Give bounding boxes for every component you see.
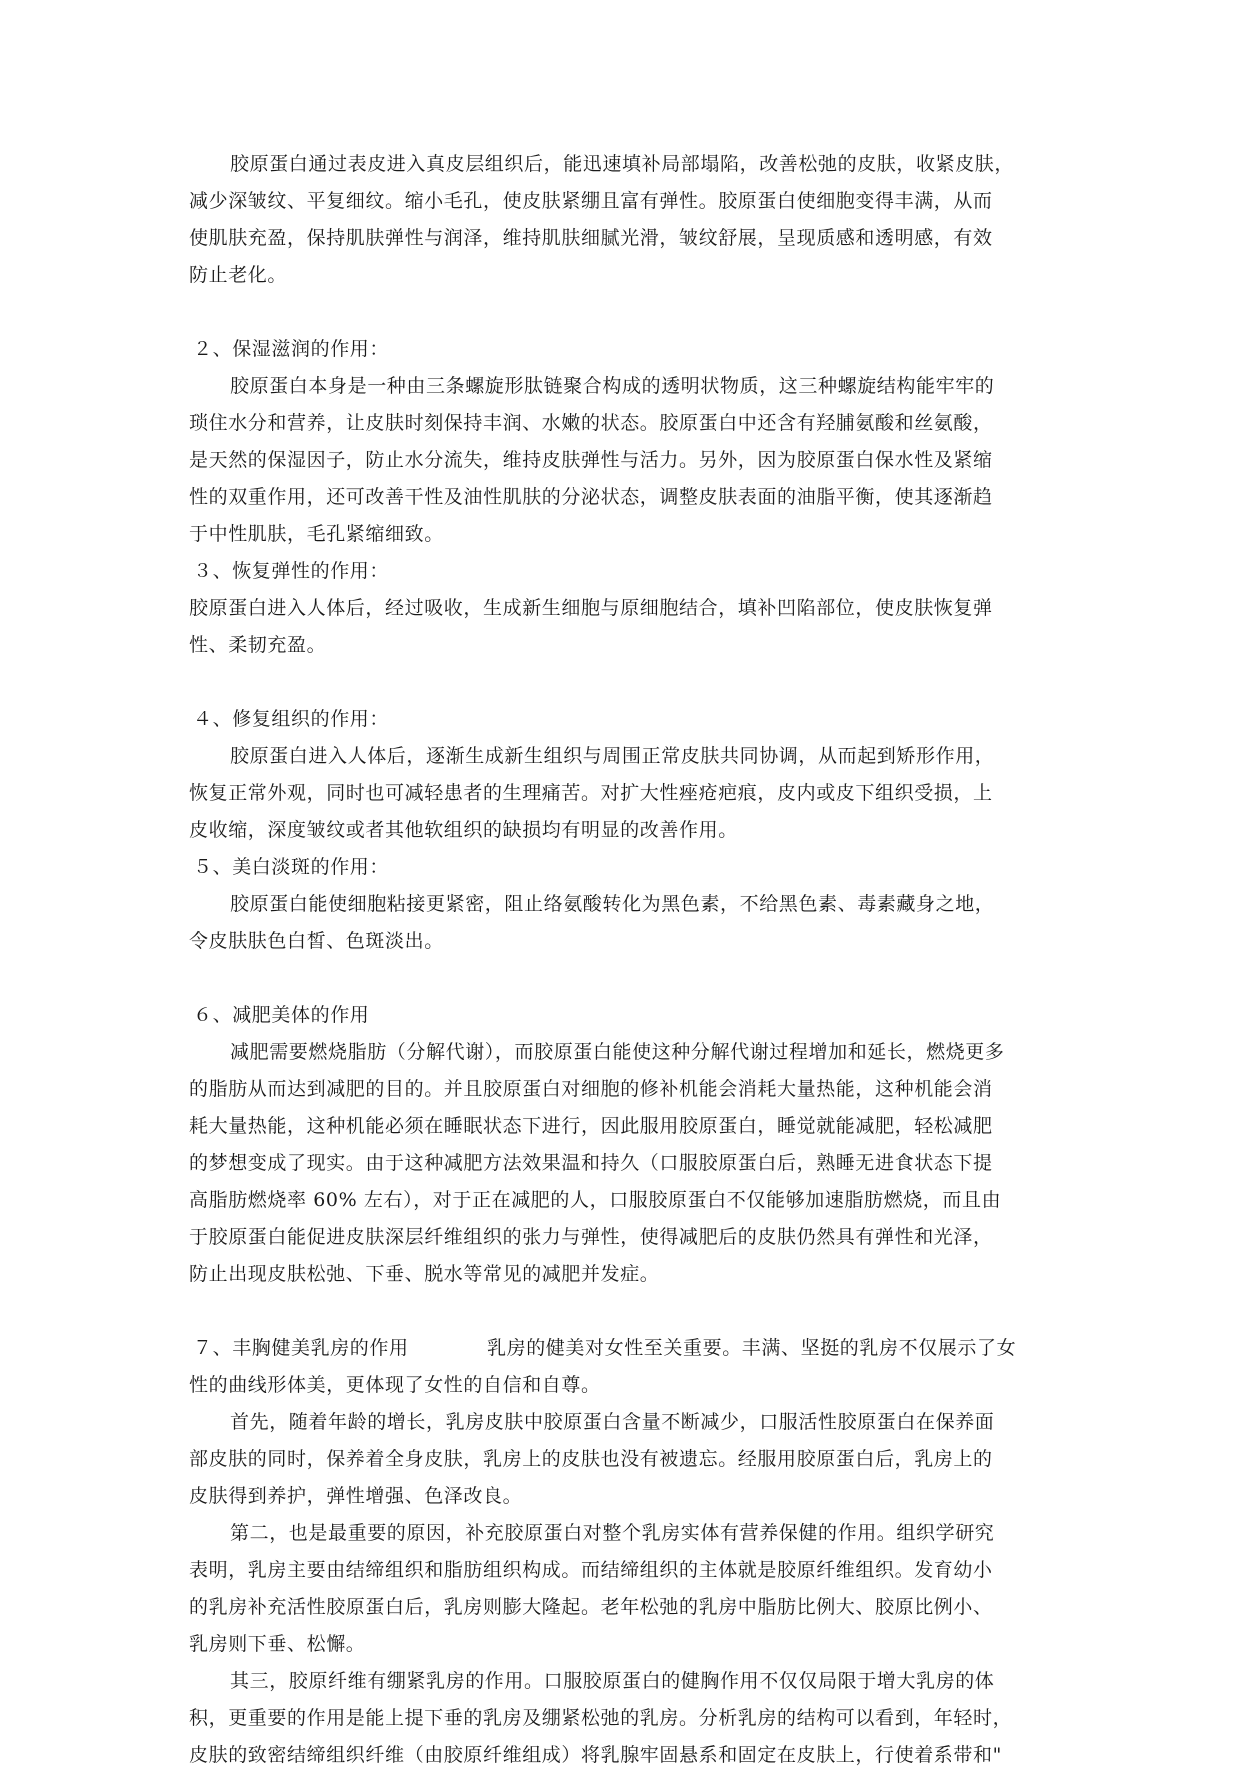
paragraph-line: 的乳房补充活性胶原蛋白后，乳房则膨大隆起。老年松弛的乳房中脂肪比例大、胶原比例小、: [189, 1596, 993, 1618]
paragraph-line: 的梦想变成了现实。由于这种减肥方法效果温和持久（口服胶原蛋白后，熟睡无进食状态下提: [189, 1152, 993, 1174]
paragraph-line: 是天然的保湿因子，防止水分流失，维持皮肤弹性与活力。另外，因为胶原蛋白保水性及紧缩: [189, 449, 993, 471]
blank-line: [189, 294, 1089, 331]
section-heading: ５、美白淡斑的作用：: [193, 856, 390, 878]
section-heading: ７、丰胸健美乳房的作用 乳房的健美对女性至关重要。丰满、坚挺的乳房不仅展示了女: [193, 1337, 1017, 1359]
paragraph-line: 令皮肤肤色白皙、色斑淡出。: [189, 930, 444, 952]
section-heading: ４、修复组织的作用：: [193, 708, 390, 730]
paragraph-line: 积，更重要的作用是能上提下垂的乳房及绷紧松弛的乳房。分析乳房的结构可以看到，年轻时，: [189, 1707, 1013, 1729]
paragraph-line: 防止老化。: [189, 264, 288, 286]
section-heading: ６、减肥美体的作用: [193, 1004, 370, 1026]
paragraph-line: 于中性肌肤，毛孔紧缩细致。: [189, 523, 444, 545]
document-page: [189, 146, 1089, 1774]
paragraph-line: 防止出现皮肤松弛、下垂、脱水等常见的减肥并发症。: [189, 1263, 660, 1285]
paragraph-line: 乳房则下垂、松懈。: [189, 1633, 366, 1655]
paragraph-line: 使肌肤充盈，保持肌肤弹性与润泽，维持肌肤细腻光滑，皱纹舒展，呈现质感和透明感，有效: [189, 227, 993, 249]
paragraph-line: 于胶原蛋白能促进皮肤深层纤维组织的张力与弹性，使得减肥后的皮肤仍然具有弹性和光泽，: [189, 1226, 993, 1248]
paragraph-line: 减少深皱纹、平复细纹。缩小毛孔，使皮肤紧绷且富有弹性。胶原蛋白使细胞变得丰满，从而: [189, 190, 993, 212]
paragraph-line: 首先，随着年龄的增长，乳房皮肤中胶原蛋白含量不断减少，口服活性胶原蛋白在保养面: [230, 1411, 995, 1433]
paragraph-line: 高脂肪燃烧率 60% 左右），对于正在减肥的人，口服胶原蛋白不仅能够加速脂肪燃烧，而且由: [189, 1189, 1002, 1211]
paragraph-line: 皮收缩，深度皱纹或者其他软组织的缺损均有明显的改善作用。: [189, 819, 738, 841]
section-heading: ３、恢复弹性的作用：: [193, 560, 390, 582]
paragraph-line: 性的双重作用，还可改善干性及油性肌肤的分泌状态，调整皮肤表面的油脂平衡，使其逐渐趋: [189, 486, 993, 508]
paragraph-line: 皮肤的致密结缔组织纤维（由胶原纤维组成）将乳腺牢固悬系和固定在皮肤上，行使着系带和": [189, 1744, 1002, 1766]
paragraph-line: 表明，乳房主要由结缔组织和脂肪组织构成。而结缔组织的主体就是胶原纤维组织。发育幼小: [189, 1559, 993, 1581]
blank-line: [189, 1293, 1089, 1330]
paragraph-line: 耗大量热能，这种机能必须在睡眠状态下进行，因此服用胶原蛋白，睡觉就能减肥，轻松减肥: [189, 1115, 993, 1137]
paragraph-line: 第二，也是最重要的原因，补充胶原蛋白对整个乳房实体有营养保健的作用。组织学研究: [230, 1522, 995, 1544]
paragraph-line: 胶原蛋白进入人体后，逐渐生成新生组织与周围正常皮肤共同协调，从而起到矫形作用，: [230, 745, 995, 767]
paragraph-line: 性的曲线形体美，更体现了女性的自信和自尊。: [189, 1374, 601, 1396]
paragraph-line: 胶原蛋白通过表皮进入真皮层组织后，能迅速填补局部塌陷，改善松弛的皮肤，收紧皮肤，: [230, 153, 1015, 175]
paragraph-line: 胶原蛋白能使细胞粘接更紧密，阻止络氨酸转化为黑色素，不给黑色素、毒素藏身之地，: [230, 893, 995, 915]
paragraph-line: 减肥需要燃烧脂肪（分解代谢），而胶原蛋白能使这种分解代谢过程增加和延长，燃烧更多: [230, 1041, 1005, 1063]
paragraph-line: 恢复正常外观，同时也可减轻患者的生理痛苦。对扩大性痤疮疤痕，皮内或皮下组织受损，上: [189, 782, 993, 804]
paragraph-line: 性、柔韧充盈。: [189, 634, 327, 656]
paragraph-line: 的脂肪从而达到减肥的目的。并且胶原蛋白对细胞的修补机能会消耗大量热能，这种机能会消: [189, 1078, 993, 1100]
blank-line: [189, 960, 1089, 997]
paragraph-line: 琐住水分和营养，让皮肤时刻保持丰润、水嫩的状态。胶原蛋白中还含有羟脯氨酸和丝氨酸，: [189, 412, 993, 434]
paragraph-line: 其三，胶原纤维有绷紧乳房的作用。口服胶原蛋白的健胸作用不仅仅局限于增大乳房的体: [230, 1670, 995, 1692]
blank-line: [189, 664, 1089, 701]
paragraph-line: 部皮肤的同时，保养着全身皮肤，乳房上的皮肤也没有被遗忘。经服用胶原蛋白后，乳房上的: [189, 1448, 993, 1470]
section-heading: ２、保湿滋润的作用：: [193, 338, 390, 360]
paragraph-line: 胶原蛋白进入人体后，经过吸收，生成新生细胞与原细胞结合，填补凹陷部位，使皮肤恢复弹: [189, 597, 993, 619]
paragraph-line: 胶原蛋白本身是一种由三条螺旋形肽链聚合构成的透明状物质，这三种螺旋结构能牢牢的: [230, 375, 995, 397]
paragraph-line: 皮肤得到养护，弹性增强、色泽改良。: [189, 1485, 523, 1507]
